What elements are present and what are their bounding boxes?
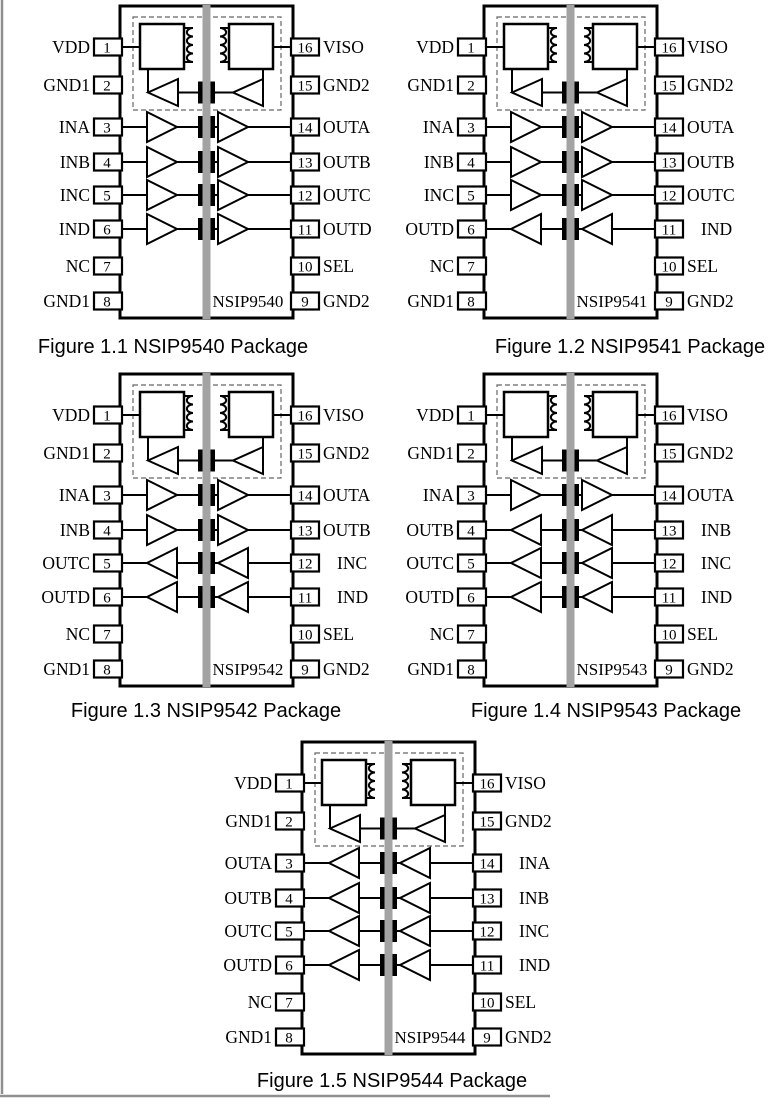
diagram-text: 12 bbox=[479, 924, 495, 941]
diagram-text: INA bbox=[58, 485, 90, 505]
diagram-text: 16 bbox=[479, 776, 495, 793]
diagram-text: SEL bbox=[687, 256, 719, 276]
diagram-text: OUTA bbox=[323, 485, 371, 505]
diagram-text: 14 bbox=[297, 120, 313, 137]
diagram-text: VDD bbox=[52, 405, 90, 425]
isolation-barrier bbox=[203, 373, 211, 687]
diagram-text: 6 bbox=[285, 958, 293, 975]
diagram-text: OUTC bbox=[406, 553, 454, 573]
diagram-text: VISO bbox=[687, 405, 728, 425]
diagram-text: INB bbox=[423, 152, 454, 172]
diagram-text: OUTB bbox=[406, 520, 454, 540]
diagram-text: 5 bbox=[285, 924, 293, 941]
diagram-text: 10 bbox=[297, 259, 313, 276]
figure-diagram-nsip9541 bbox=[405, 5, 734, 319]
isolation-barrier bbox=[567, 5, 575, 319]
diagram-text: 14 bbox=[297, 488, 313, 505]
diagram-text: 12 bbox=[661, 188, 677, 205]
diagram-text: INA bbox=[519, 853, 551, 873]
diagram-text: GND1 bbox=[43, 659, 90, 679]
diagram-text: 15 bbox=[661, 78, 677, 95]
diagram-text: GND1 bbox=[225, 1027, 272, 1047]
diagram-text: OUTC bbox=[224, 921, 272, 941]
diagram-text: GND2 bbox=[323, 291, 370, 311]
diagram-text: NSIP9542 bbox=[212, 660, 284, 679]
diagram-text: GND2 bbox=[687, 443, 734, 463]
diagram-text: 6 bbox=[103, 590, 111, 607]
diagram-text: 5 bbox=[467, 188, 475, 205]
isolation-barrier bbox=[203, 5, 211, 319]
diagram-text: GND1 bbox=[407, 659, 454, 679]
diagram-text: NSIP9540 bbox=[212, 292, 284, 311]
diagram-text: 10 bbox=[479, 995, 495, 1012]
diagram-text: 11 bbox=[297, 590, 313, 607]
diagram-text: 11 bbox=[661, 222, 677, 239]
diagram-text: INA bbox=[58, 117, 90, 137]
diagram-text: 4 bbox=[467, 523, 475, 540]
diagram-text: 4 bbox=[467, 155, 475, 172]
diagram-text: VDD bbox=[416, 37, 454, 57]
diagram-text: 15 bbox=[297, 446, 313, 463]
diagram-text: 4 bbox=[103, 523, 111, 540]
figure-diagram-nsip9543 bbox=[405, 373, 734, 687]
diagram-text: GND2 bbox=[687, 291, 734, 311]
diagram-text: VDD bbox=[234, 773, 272, 793]
diagram-text: 8 bbox=[103, 662, 111, 679]
diagram-text: NC bbox=[429, 624, 454, 644]
diagram-text: 9 bbox=[301, 662, 309, 679]
diagram-text: 13 bbox=[661, 155, 677, 172]
diagram-text: IND bbox=[701, 219, 733, 239]
diagram-text: OUTA bbox=[687, 117, 735, 137]
figure-diagram-nsip9540 bbox=[43, 5, 371, 319]
diagram-text: SEL bbox=[687, 624, 719, 644]
diagram-text: 7 bbox=[285, 995, 293, 1012]
diagram-text: GND2 bbox=[687, 659, 734, 679]
diagram-text: 14 bbox=[661, 488, 677, 505]
figure-caption-1-1: Figure 1.1 NSIP9540 Package bbox=[37, 336, 309, 358]
diagram-text: 4 bbox=[103, 155, 111, 172]
diagram-text: INB bbox=[519, 888, 550, 908]
diagram-text: 2 bbox=[103, 446, 111, 463]
diagram-text: 15 bbox=[479, 814, 495, 831]
diagram-text: SEL bbox=[505, 992, 537, 1012]
diagram-text: INA bbox=[422, 117, 454, 137]
figure-caption-1-2: Figure 1.2 NSIP9541 Package bbox=[494, 336, 766, 358]
figure-caption-1-3: Figure 1.3 NSIP9542 Package bbox=[70, 700, 342, 722]
diagram-text: VISO bbox=[505, 773, 546, 793]
diagram-text: 11 bbox=[661, 590, 677, 607]
figure-diagram-nsip9542 bbox=[41, 373, 370, 687]
diagram-text: 6 bbox=[103, 222, 111, 239]
diagram-text: 12 bbox=[297, 556, 313, 573]
diagram-text: 12 bbox=[297, 188, 313, 205]
diagram-text: 16 bbox=[297, 408, 313, 425]
diagram-text: VDD bbox=[416, 405, 454, 425]
diagram-text: GND1 bbox=[43, 75, 90, 95]
diagram-text: 11 bbox=[479, 958, 495, 975]
diagram-text: OUTB bbox=[224, 888, 272, 908]
diagram-text: SEL bbox=[323, 256, 355, 276]
diagram-text: 1 bbox=[103, 408, 111, 425]
diagram-text: 10 bbox=[661, 259, 677, 276]
diagram-text: NSIP9541 bbox=[576, 292, 648, 311]
diagram-text: 3 bbox=[103, 488, 111, 505]
diagram-text: 5 bbox=[467, 556, 475, 573]
diagram-text: 9 bbox=[301, 294, 309, 311]
diagram-text: 1 bbox=[103, 40, 111, 57]
diagram-text: 5 bbox=[103, 188, 111, 205]
diagram-text: GND1 bbox=[43, 443, 90, 463]
diagram-text: IND bbox=[519, 955, 551, 975]
diagram-text: 9 bbox=[665, 294, 673, 311]
diagram-text: VDD bbox=[52, 37, 90, 57]
diagram-text: 7 bbox=[103, 259, 111, 276]
diagram-text: OUTB bbox=[687, 152, 735, 172]
diagram-text: 7 bbox=[467, 627, 475, 644]
diagram-text: OUTD bbox=[41, 587, 90, 607]
diagram-text: 1 bbox=[467, 408, 475, 425]
diagram-text: NC bbox=[65, 624, 90, 644]
diagram-text: 7 bbox=[103, 627, 111, 644]
diagram-text: 16 bbox=[661, 408, 677, 425]
diagram-text: INA bbox=[422, 485, 454, 505]
diagram-text: GND1 bbox=[407, 75, 454, 95]
diagram-text: INC bbox=[59, 185, 90, 205]
diagram-text: 13 bbox=[661, 523, 677, 540]
diagram-text: IND bbox=[701, 587, 733, 607]
diagram-text: VISO bbox=[323, 405, 364, 425]
diagram-text: 10 bbox=[661, 627, 677, 644]
diagram-text: INC bbox=[519, 921, 550, 941]
diagram-text: IND bbox=[58, 219, 90, 239]
isolation-barrier bbox=[385, 741, 393, 1055]
diagram-text: OUTA bbox=[323, 117, 371, 137]
diagram-text: NC bbox=[429, 256, 454, 276]
diagram-text: 13 bbox=[297, 155, 313, 172]
diagram-text: OUTC bbox=[323, 185, 371, 205]
diagram-text: 9 bbox=[483, 1030, 491, 1047]
diagram-text: 3 bbox=[467, 120, 475, 137]
diagram-text: 6 bbox=[467, 222, 475, 239]
diagram-text: 8 bbox=[285, 1030, 293, 1047]
diagram-text: INC bbox=[701, 553, 732, 573]
diagram-text: 13 bbox=[479, 891, 495, 908]
diagram-text: GND2 bbox=[323, 443, 370, 463]
diagram-text: GND1 bbox=[225, 811, 272, 831]
diagram-text: 1 bbox=[467, 40, 475, 57]
diagram-text: 15 bbox=[297, 78, 313, 95]
diagram-text: VISO bbox=[687, 37, 728, 57]
diagram-text: GND2 bbox=[687, 75, 734, 95]
figure-diagram-nsip9544 bbox=[223, 741, 551, 1055]
diagram-text: GND2 bbox=[323, 75, 370, 95]
diagram-text: GND1 bbox=[407, 443, 454, 463]
diagram-text: OUTC bbox=[42, 553, 90, 573]
diagram-text: NSIP9544 bbox=[394, 1028, 466, 1047]
diagram-text: OUTC bbox=[687, 185, 735, 205]
diagram-text: 1 bbox=[285, 776, 293, 793]
diagram-text: 2 bbox=[467, 446, 475, 463]
diagram-text: 3 bbox=[285, 856, 293, 873]
diagram-text: 8 bbox=[467, 662, 475, 679]
diagram-text: OUTB bbox=[323, 152, 371, 172]
diagram-text: 11 bbox=[297, 222, 313, 239]
diagram-text: 10 bbox=[297, 627, 313, 644]
diagram-text: 2 bbox=[285, 814, 293, 831]
diagram-text: NSIP9543 bbox=[576, 660, 648, 679]
diagram-text: GND2 bbox=[323, 659, 370, 679]
figure-caption-1-4: Figure 1.4 NSIP9543 Package bbox=[470, 700, 742, 722]
diagram-text: GND2 bbox=[505, 811, 552, 831]
diagram-text: 15 bbox=[661, 446, 677, 463]
diagram-text: IND bbox=[337, 587, 369, 607]
diagram-text: 8 bbox=[103, 294, 111, 311]
diagram-text: NC bbox=[65, 256, 90, 276]
diagram-text: GND1 bbox=[43, 291, 90, 311]
diagram-text: VISO bbox=[323, 37, 364, 57]
diagram-text: GND2 bbox=[505, 1027, 552, 1047]
diagram-text: 7 bbox=[467, 259, 475, 276]
diagram-text: OUTD bbox=[223, 955, 272, 975]
diagram-text: INC bbox=[337, 553, 368, 573]
diagram-text: INC bbox=[423, 185, 454, 205]
diagram-text: 16 bbox=[661, 40, 677, 57]
diagram-text: OUTA bbox=[687, 485, 735, 505]
diagram-text: OUTD bbox=[323, 219, 372, 239]
diagram-text: 16 bbox=[297, 40, 313, 57]
diagram-text: OUTD bbox=[405, 219, 454, 239]
diagram-text: 3 bbox=[467, 488, 475, 505]
isolation-barrier bbox=[567, 373, 575, 687]
diagram-text: 6 bbox=[467, 590, 475, 607]
figure-caption-1-5: Figure 1.5 NSIP9544 Package bbox=[256, 1070, 528, 1092]
diagram-text: 3 bbox=[103, 120, 111, 137]
diagram-text: 2 bbox=[467, 78, 475, 95]
diagram-text: GND1 bbox=[407, 291, 454, 311]
diagram-text: OUTB bbox=[323, 520, 371, 540]
diagram-text: INB bbox=[59, 520, 90, 540]
diagram-text: 4 bbox=[285, 891, 293, 908]
diagram-text: INB bbox=[59, 152, 90, 172]
diagram-text: 14 bbox=[479, 856, 495, 873]
diagram-text: OUTD bbox=[405, 587, 454, 607]
diagram-text: 9 bbox=[665, 662, 673, 679]
diagram-text: 13 bbox=[297, 523, 313, 540]
diagram-text: NC bbox=[247, 992, 272, 1012]
diagram-text: 5 bbox=[103, 556, 111, 573]
diagram-text: 12 bbox=[661, 556, 677, 573]
diagram-text: 8 bbox=[467, 294, 475, 311]
diagram-text: INB bbox=[701, 520, 732, 540]
diagram-text: 14 bbox=[661, 120, 677, 137]
diagram-text: OUTA bbox=[224, 853, 272, 873]
diagram-text: SEL bbox=[323, 624, 355, 644]
diagram-text: 2 bbox=[103, 78, 111, 95]
